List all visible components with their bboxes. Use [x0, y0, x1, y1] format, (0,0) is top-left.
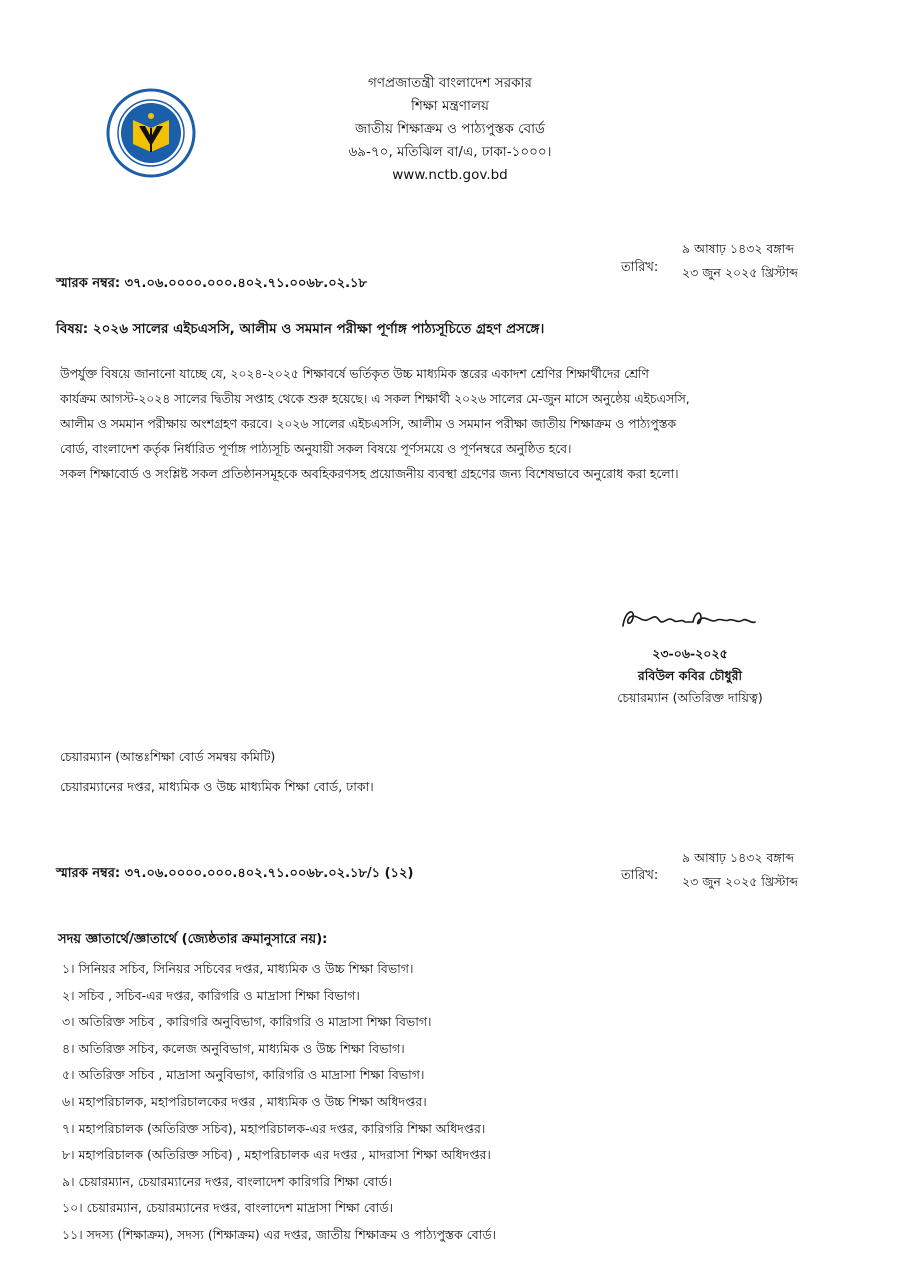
memo-number-1: [56, 274, 367, 295]
handwritten-signature-icon: [615, 600, 765, 636]
addressee-block: [60, 742, 374, 802]
signature-block: [560, 600, 820, 709]
subject-text: ২০২৬ সালের এইচএসসি, আলীম ও সমমান পরীক্ষা পূর্ণাঙ্গ পাঠ্যসূচিতে গ্রহণ প্রসঙ্গে।: [92, 321, 545, 337]
date-gregorian: ২৩ জুন ২০২৫ খ্রিস্টাব্দ: [682, 265, 798, 280]
board-name: জাতীয় শিক্ষাক্রম ও পাঠ্যপুস্তক বোর্ড: [355, 121, 545, 137]
body-line: আলীম ও সমমান পরীক্ষায় অংশগ্রহণ করবে। ২০২৬ সালের এইচএসসি, আলীম ও সমমান পরীক্ষা জাতীয় শিক্ষাক্রম ও পাঠ্যপুস্তক: [60, 417, 676, 431]
signatory-designation: চেয়ারম্যান (অতিরিক্ত দায়িত্ব): [617, 690, 763, 705]
memo-number-2: [56, 864, 413, 885]
list-item: ১১। সদস্য (শিক্ষাক্রম), সদস্য (শিক্ষাক্রম) এর দপ্তর, জাতীয় শিক্ষাক্রম ও পাঠ্যপুস্তক বোর্ড।: [62, 1226, 497, 1242]
recipients-title: সদয় জ্ঞাতার্থে/জ্ঞাতার্থে (জ্যেষ্ঠতার ক্রমানুসারে নয়):: [58, 932, 328, 947]
date-gregorian: ২৩ জুন ২০২৫ খ্রিস্টাব্দ: [682, 874, 798, 889]
date-label-2: তারিখ:: [621, 868, 659, 883]
body-line: বোর্ড, বাংলাদেশ কর্তৃক নির্ধারিত পূর্ণাঙ্গ পাঠ্যসূচি অনুযায়ী সকল বিষয়ে পূর্ণসময়ে ও পূর্ণনম্বরে অনুষ্ঠিত হবে।: [60, 442, 572, 456]
signature-date: ২৩-০৬-২০২৫: [652, 646, 728, 661]
list-item: ৫। অতিরিক্ত সচিব , মাদ্রাসা অনুবিভাগ, কারিগরি ও মাদ্রাসা শিক্ষা বিভাগ।: [62, 1067, 425, 1083]
list-item: ৮। মহাপরিচালক (অতিরিক্ত সচিব) , মহাপরিচালক এর দপ্তর , মাদরাসা শিক্ষা অধিদপ্তর।: [62, 1147, 491, 1163]
ministry-name: শিক্ষা মন্ত্রণালয়: [411, 98, 489, 114]
list-item: ৯। চেয়ারম্যান, চেয়ারম্যানের দপ্তর, বাংলাদেশ কারিগরি শিক্ষা বোর্ড।: [62, 1173, 393, 1189]
recipients-list: [62, 956, 862, 1249]
addressee-office: চেয়ারম্যানের দপ্তর, মাধ্যমিক ও উচ্চ মাধ্যমিক শিক্ষা বোর্ড, ঢাকা।: [60, 779, 374, 794]
memo-label: স্মারক নম্বর:: [56, 276, 121, 291]
office-header: [250, 72, 650, 187]
list-item: ৪। অতিরিক্ত সচিব, কলেজ অনুবিভাগ, মাধ্যমিক ও উচ্চ শিক্ষা বিভাগ।: [62, 1040, 405, 1056]
body-line: উপর্যুক্ত বিষয়ে জানানো যাচ্ছে যে, ২০২৪-২০২৫ শিক্ষাবর্ষে ভর্তিকৃত উচ্চ মাধ্যমিক স্তরের একাদশ শ্রেণির শিক্ষার্থীদের শ্রেণি: [60, 367, 649, 381]
memo-number-value: ৩৭.০৬.০০০০.০০০.৪০২.৭১.০০৬৮.০২.১৮: [124, 276, 367, 291]
body-line: সকল শিক্ষাবোর্ড ও সংশ্লিষ্ট সকল প্রতিষ্ঠানসমূহকে অবহিকরণসহ প্রয়োজনীয় ব্যবস্থা গ্রহণের জন্য বিশেষভাবে অনুরোধ করা হলো।: [60, 467, 679, 481]
memo-number-value: ৩৭.০৬.০০০০.০০০.৪০২.৭১.০০৬৮.০২.১৮/১ (১২): [124, 866, 414, 881]
list-item: ১। সিনিয়র সচিব, সিনিয়র সচিবের দপ্তর, মাধ্যমিক ও উচ্চ শিক্ষা বিভাগ।: [62, 961, 414, 976]
letter-body: [60, 362, 840, 487]
subject-label: বিষয়:: [56, 321, 89, 337]
list-item: ২। সচিব , সচিব-এর দপ্তর, কারিগরি ও মাদ্রাসা শিক্ষা বিভাগ।: [62, 987, 360, 1003]
subject-line: [56, 318, 856, 341]
date-bangla: ৯ আষাঢ় ১৪৩২ বঙ্গাব্দ: [682, 241, 795, 256]
memo-label: স্মারক নম্বর:: [56, 866, 121, 881]
date-label-1: তারিখ:: [621, 260, 659, 275]
date-block-2: [682, 846, 798, 894]
body-line: কার্যক্রম আগস্ট-২০২৪ সালের দ্বিতীয় সপ্তাহ থেকে শুরু হয়েছে। এ সকল শিক্ষার্থী ২০২৬ সালের মে-জুন মাসে অনুষ্ঠেয় এইচএসসি,: [60, 392, 690, 406]
list-item: ৩। অতিরিক্ত সচিব , কারিগরি অনুবিভাগ, কারিগরি ও মাদ্রাসা শিক্ষা বিভাগ।: [62, 1014, 432, 1030]
list-item: ৭। মহাপরিচালক (অতিরিক্ত সচিব), মহাপরিচালক-এর দপ্তর, কারিগরি শিক্ষা অধিদপ্তর।: [62, 1120, 486, 1136]
list-item: ১০। চেয়ারম্যান, চেয়ারম্যানের দপ্তর, বাংলাদেশ মাদ্রাসা শিক্ষা বোর্ড।: [62, 1200, 394, 1216]
nctb-emblem-icon: [106, 88, 196, 178]
list-item: ৬। মহাপরিচালক, মহাপরিচালকের দপ্তর , মাধ্যমিক ও উচ্চ শিক্ষা অধিদপ্তর।: [62, 1093, 427, 1109]
website-link[interactable]: www.nctb.gov.bd: [392, 167, 508, 183]
signatory-name: রবিউল কবির চৌধুরী: [637, 668, 743, 683]
government-name: গণপ্রজাতন্ত্রী বাংলাদেশ সরকার: [368, 75, 532, 91]
addressee-title: চেয়ারম্যান (আন্তঃশিক্ষা বোর্ড সমন্বয় কমিটি): [60, 749, 276, 764]
office-address: ৬৯-৭০, মতিঝিল বা/এ, ঢাকা-১০০০।: [348, 144, 552, 160]
date-block-1: [682, 237, 798, 285]
date-bangla: ৯ আষাঢ় ১৪৩২ বঙ্গাব্দ: [682, 850, 795, 865]
